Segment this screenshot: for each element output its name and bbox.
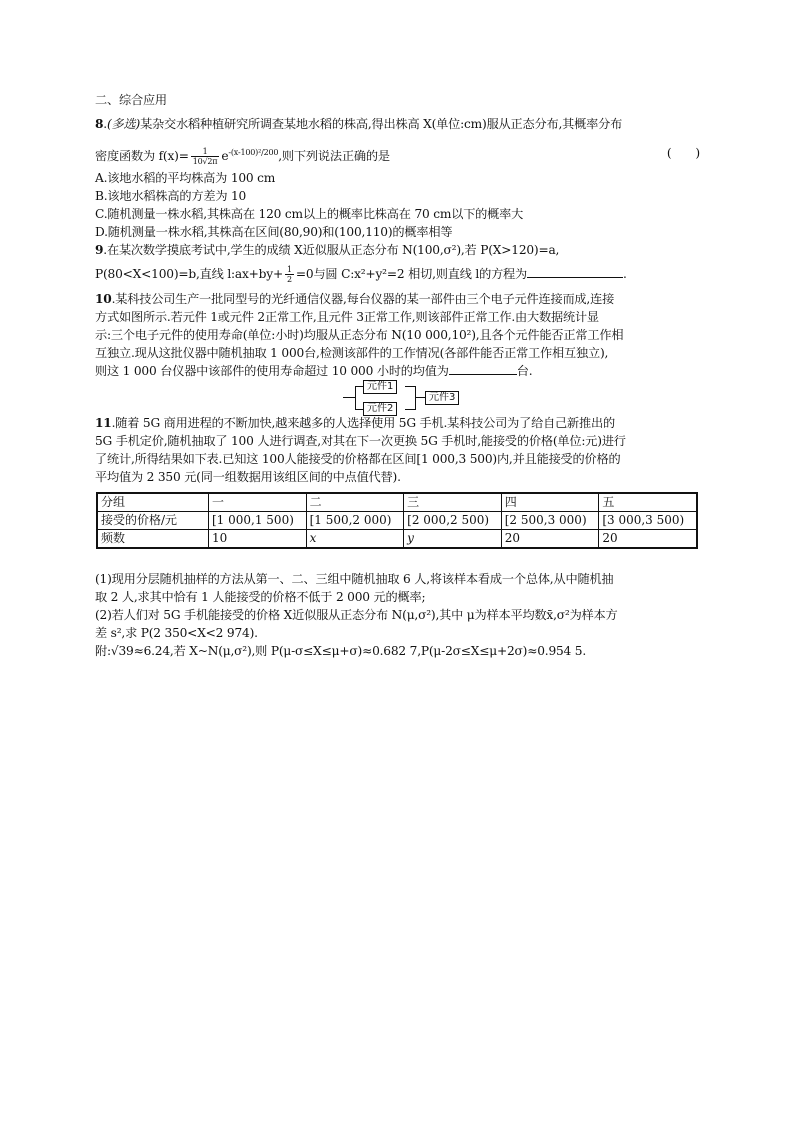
circuit-element-2: 元件2 [363, 402, 397, 416]
q11-part1-line-2: 取 2 人,求其中恰有 1 人能接受的价格不低于 2 000 元的概率; [95, 590, 426, 604]
table-cell: 接受的价格/元 [97, 512, 209, 530]
price-frequency-table [96, 492, 698, 549]
table-cell: 五 [599, 493, 697, 512]
q9-stem: .在某次数学摸底考试中,学生的成绩 X近似服从正态分布 N(100,σ²),若 P(X>120)=a, [103, 243, 560, 257]
table-cell: 20 [599, 530, 697, 549]
table-cell: [2 000,2 500) [404, 512, 502, 530]
table-cell: 一 [209, 493, 307, 512]
q11-number: 11 [95, 416, 112, 430]
circuit-wire-top-right [405, 386, 415, 387]
table-cell: 三 [404, 493, 502, 512]
table-cell: [1 500,2 000) [306, 512, 404, 530]
q9-frac-num: 1 [286, 265, 292, 274]
circuit-wire-mid [415, 397, 425, 398]
table-cell: 频数 [97, 530, 209, 549]
q9-line-prefix: P(80<X<100)=b,直线 l:ax+by+ [95, 267, 283, 281]
table-cell: [3 000,3 500) [599, 512, 697, 530]
q11-line-1 [95, 414, 615, 432]
circuit-element-3: 元件3 [425, 391, 459, 405]
q8-option-c: C.随机测量一株水稻,其株高在 120 cm以上的概率比株高在 70 cm以下的概率大 [95, 207, 524, 221]
q10-answer-blank[interactable] [449, 362, 517, 375]
q8-number: 8 [95, 117, 104, 131]
q9-frac-den: 2 [286, 275, 292, 284]
q10-line-3: 示:三个电子元件的使用寿命(单位:小时)均服从正态分布 N(10 000,10²),且各个元件能否正常工作相 [95, 328, 624, 342]
table-cell: x [306, 530, 404, 549]
q10-line-2: 方式如图所示.若元件 1或元件 2正常工作,且元件 3正常工作,则该部件正常工作.由大数据统计显 [95, 310, 599, 324]
table-cell: 分组 [97, 493, 209, 512]
q8-line-2 [95, 144, 700, 166]
q10-number: 10 [95, 292, 112, 306]
q8-exponent: -(x-100)²/200 [228, 148, 279, 157]
table-row [97, 512, 697, 530]
q11-text-1: .随着 5G 商用进程的不断加快,越来越多的人选择使用 5G 手机.某科技公司为了给自己新推出的 [111, 416, 615, 430]
circuit-wire-bottom-right [405, 409, 415, 410]
q9-line-suffix: =0与圆 C:x²+y²=2 相切,则直线 l的方程为 [295, 267, 528, 281]
q10-line-4: 互独立.现从这批仪器中随机抽取 1 000台,检测该部件的工作情况(各部件能否正常工作相互独立), [95, 346, 609, 360]
circuit-element-1: 元件1 [363, 380, 397, 394]
q9-fraction [285, 265, 294, 284]
table-cell: [1 000,1 500) [209, 512, 307, 530]
q8-tag: (多选) [106, 117, 141, 131]
q8-option-b: B.该地水稻株高的方差为 10 [95, 189, 247, 203]
q11-line-3: 了统计,所得结果如下表.已知这 100人能接受的价格都在区间[1 000,3 500)内,并且能接受的价格的 [95, 452, 621, 466]
circuit-wire-in [343, 397, 355, 398]
q9-line-2 [95, 265, 627, 284]
q8-density-prefix: 密度函数为 f(x)= [95, 149, 189, 164]
q8-answer-paren: ( ) [666, 146, 700, 160]
q11-part2-line-1: (2)若人们对 5G 手机能接受的价格 X近似服从正态分布 N(μ,σ²),其中 μ为样本平均数x̄,σ²为样本方 [95, 608, 618, 622]
q8-option-d: D.随机测量一株水稻,其株高在区间(80,90)和(100,110)的概率相等 [95, 225, 453, 239]
table-cell: 10 [209, 530, 307, 549]
q10-line-1 [95, 290, 614, 308]
section-title: 二、综合应用 [95, 93, 167, 107]
table-row [97, 530, 697, 549]
table-cell: [2 500,3 000) [501, 512, 599, 530]
q10-last-suffix: 台. [516, 364, 533, 378]
q11-line-4: 平均值为 2 350 元(同一组数据用该组区间的中点值代替). [95, 470, 401, 484]
q9-line-1 [95, 241, 559, 259]
q9-number: 9 [95, 243, 104, 257]
circuit-right-rail [415, 386, 416, 410]
q11-line-2: 5G 手机定价,随机抽取了 100 人进行调查,对其在下一次更换 5G 手机时,能接受的价格(单位:元)进行 [95, 434, 626, 448]
q8-frac-den: 10√2π [192, 157, 218, 167]
q8-stem: 某杂交水稻种植研究所调查某地水稻的株高,得出株高 X(单位:cm)服从正态分布,其概率分布 [140, 117, 623, 131]
table-cell: 四 [501, 493, 599, 512]
q10-line-5 [95, 362, 532, 380]
q8-exp-base: e [221, 149, 229, 164]
table-cell: 二 [306, 493, 404, 512]
q8-density-suffix: ,则下列说法正确的是 [278, 149, 390, 164]
q11-part2-line-2: 差 s²,求 P(2 350<X<2 974). [95, 626, 258, 640]
q9-line-end: . [623, 267, 627, 281]
circuit-left-rail [355, 386, 356, 410]
q8-option-a: A.该地水稻的平均株高为 100 cm [95, 171, 276, 185]
q11-appendix: 附:√39≈6.24,若 X~N(μ,σ²),则 P(μ-σ≤X≤μ+σ)≈0.682 7,P(μ-2σ≤X≤μ+2σ)≈0.954 5. [95, 644, 587, 658]
q10-last-prefix: 则这 1 000 台仪器中该部件的使用寿命超过 10 000 小时的均值为 [95, 364, 449, 378]
table-cell: 20 [501, 530, 599, 549]
table-cell: y [404, 530, 502, 549]
q8-frac-num: 1 [191, 147, 220, 157]
q9-answer-blank[interactable] [527, 265, 623, 278]
circuit-wire-bottom-left [355, 409, 363, 410]
q11-part1-line-1: (1)现用分层随机抽样的方法从第一、二、三组中随机抽取 6 人,将该样本看成一个总体,从中随机抽 [95, 572, 614, 586]
circuit-diagram [343, 380, 543, 416]
q8-line-1: 8.(多选)某杂交水稻种植研究所调查某地水稻的株高,得出株高 X(单位:cm)服从正态分布,其概率分布 [95, 117, 623, 131]
q10-text-1: .某科技公司生产一批同型号的光纤通信仪器,每台仪器的某一部件由三个电子元件连接而成,连接 [111, 292, 615, 306]
q8-fraction [191, 147, 220, 166]
table-row [97, 493, 697, 512]
circuit-wire-top-left [355, 386, 363, 387]
